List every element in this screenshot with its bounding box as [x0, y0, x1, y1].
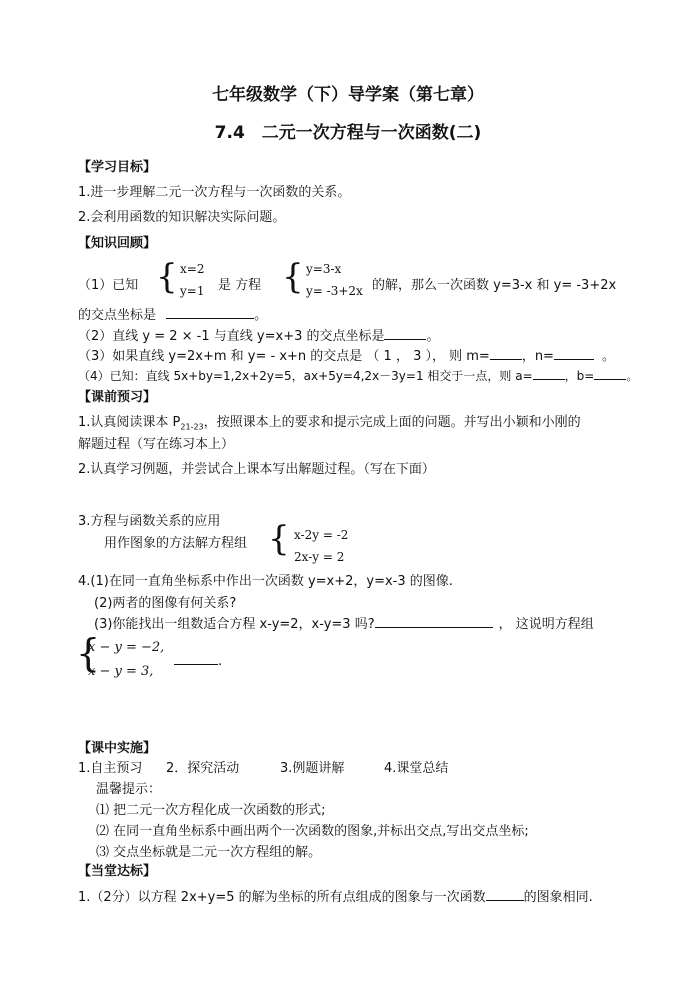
answer-blank[interactable]: [384, 327, 426, 340]
objective-item-1: 1.进一步理解二元一次方程与一次函数的关系。: [78, 185, 351, 200]
assessment-heading: 【当堂达标】: [78, 864, 157, 879]
item4-eq1: x − y = −2,: [88, 640, 165, 655]
review-q3: （3）如果直线 y=2x+m 和 y= - x+n 的交点是 （ 1 ， 3 ）， 则 m= ，n= 。: [78, 349, 615, 364]
answer-blank[interactable]: [554, 347, 594, 360]
preview-item-3: 3.方程与函数关系的应用: [78, 514, 221, 529]
objectives-heading: 【学习目标】: [78, 160, 157, 175]
objective-item-2: 2.会利用函数的知识解决实际问题。: [78, 210, 286, 225]
answer-blank[interactable]: [375, 615, 493, 628]
step-1: 1.自主预习: [78, 761, 143, 776]
preview-item-1-line2: 解题过程（写在练习本上）: [78, 437, 235, 452]
preview-item-4-3: (3)你能找出一组数适合方程 x-y=2，x-y=3 吗? ， 这说明方程组: [94, 617, 594, 632]
page-title: 七年级数学（下）导学案（第七章）: [212, 85, 484, 105]
left-brace: {: [156, 257, 178, 297]
review-q1-line2: 的交点坐标是 。: [78, 308, 268, 323]
preview-item-1: 1.认真阅读课本 $P_{21-23}$，按照课本上的要求和提示完成上面的问题。并写出小颖和小刚的: [78, 415, 581, 432]
preview-item-3-sub: 用作图象的方法解方程组: [104, 536, 248, 551]
answer-blank[interactable]: [486, 888, 524, 901]
preview-item-4-2: (2)两者的图像有何关系?: [94, 596, 237, 611]
tip-1: ⑴ 把二元一次方程化成一次函数的形式;: [96, 803, 326, 818]
item4-answer: .: [174, 652, 222, 669]
implementation-heading: 【课中实施】: [78, 741, 157, 756]
preview-item-2: 2.认真学习例题，并尝试合上课本写出解题过程。（写在下面）: [78, 462, 435, 477]
review-heading: 【知识回顾】: [78, 236, 157, 251]
tip-title: 温馨提示：: [96, 782, 162, 797]
review-q1-prefix: （1）已知: [78, 278, 139, 293]
answer-blank[interactable]: [174, 652, 218, 665]
left-brace: {: [76, 631, 101, 675]
item3-eq2: 2x-y = 2: [294, 550, 345, 564]
answer-blank[interactable]: [166, 306, 254, 319]
sys2-eq1: y=3-x: [306, 262, 342, 276]
step-4: 4.课堂总结: [384, 761, 449, 776]
left-brace: {: [268, 519, 290, 559]
left-brace: {: [282, 257, 304, 297]
item4-eq2: x − y = 3,: [88, 664, 154, 679]
answer-blank[interactable]: [490, 347, 522, 360]
tip-2: ⑵ 在同一直角坐标系中画出两个一次函数的图象,并标出交点,写出交点坐标;: [96, 824, 529, 839]
review-q1-suffix: 的解，那么一次函数 y=3-x 和 y= -3+2x: [372, 278, 617, 293]
sys1-eq2: y=1: [180, 284, 205, 298]
lesson-title: 7.4 二元一次方程与一次函数(二): [214, 123, 482, 143]
step-2: 2．探究活动: [166, 761, 240, 776]
preview-heading: 【课前预习】: [78, 390, 157, 405]
tip-3: ⑶ 交点坐标就是二元一次方程组的解。: [96, 845, 322, 860]
review-q4: （4）已知：直线 5x+by=1,2x+2y=5，ax+5y=4,2x－3y=1 相交于一点，则 a= ，b= 。: [78, 369, 639, 383]
sys2-eq2: y= -3+2x: [306, 284, 363, 298]
review-q2: （2）直线 y = 2 × -1 与直线 y=x+3 的交点坐标是 。: [78, 329, 440, 344]
step-3: 3.例题讲解: [280, 761, 345, 776]
review-q1-mid: 是 方程: [218, 278, 262, 293]
answer-blank[interactable]: [533, 367, 565, 380]
item3-eq1: x-2y = -2: [294, 528, 349, 542]
assessment-q1: 1.（2分）以方程 2x+y=5 的解为坐标的所有点组成的图象与一次函数 的图象相同.: [78, 890, 593, 905]
answer-blank[interactable]: [594, 367, 626, 380]
sys1-eq1: x=2: [180, 262, 205, 276]
preview-item-4: 4.(1)在同一直角坐标系中作出一次函数 y=x+2，y=x-3 的图像.: [78, 574, 453, 589]
